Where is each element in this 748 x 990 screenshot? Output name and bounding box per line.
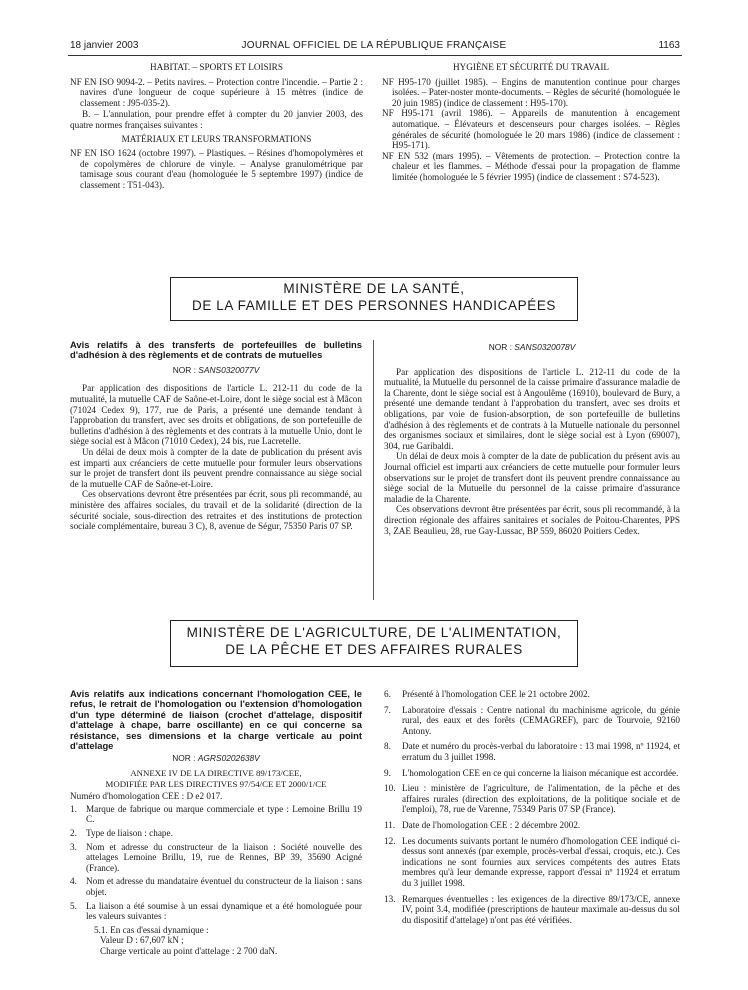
section-heading-hygiene: HYGIÈNE ET SÉCURITÉ DU TRAVAIL bbox=[452, 62, 609, 72]
list-item bbox=[70, 804, 362, 825]
item-number: 5. bbox=[70, 900, 77, 911]
norm-entry: NF H95-171 (avril 1986). – Appareils de manutention à encagement automatique. – Élévateurs et descenseurs pour charges isolées. – Règles générales de sécurité (homologuée le 20 mars 1986) (indice de classement : H95-171). bbox=[382, 108, 680, 151]
paragraph: Par application des dispositions de l'article L. 212-11 du code de la mutualité, la Mutuelle du personnel de la caisse primaire d'assurance maladie de la Charente, dont le siège social est à Angoulême (16910), boulevard de Bury, a présenté une demande tendant à l'approbation du transfert, avec ses droits et obligations, par voie de fusion-absorption, de son portefeuille de bulletins d'adhésion à des règlements et de contrats à la Mutuelle nationale du personnel des organismes sociaux et similaires, dont le siège social est à Lyon (69007), 304, rue Garibaldi. bbox=[384, 366, 680, 451]
item-number: 2. bbox=[70, 828, 77, 838]
journal-title: JOURNAL OFFICIEL DE LA RÉPUBLIQUE FRANÇAISE bbox=[241, 40, 507, 51]
item-text: Date de l'homologation CEE : 2 décembre 2002. bbox=[402, 819, 581, 830]
header-rule bbox=[68, 55, 682, 56]
agri-left-column bbox=[70, 689, 362, 957]
section-heading-materiaux: MATÉRIAUX ET LEURS TRANSFORMATIONS bbox=[121, 133, 312, 144]
list-item bbox=[70, 876, 362, 897]
ministry-box-line: DE LA FAMILLE ET DES PERSONNES HANDICAPÉES bbox=[191, 298, 557, 313]
paragraph: Un délai de deux mois à compter de la date de publication du présent avis est imparti aux créanciers de cette mutuelle pour formuler leurs observations sur le projet de transfert dont ils peuvent prendre connaissance au siège social de la mutuelle CAF de Saône-et-Loire. bbox=[70, 446, 362, 489]
item-text: Nom et adresse du constructeur de la liaison : Société nouvelle des attelages Lemoine Brillu, 19, rue de Rennes, BP 39, 35690 Acigné (France). bbox=[86, 841, 362, 873]
list-item bbox=[384, 705, 680, 737]
item-text: Lieu : ministère de l'agriculture, de l'alimentation, de la pêche et des affaires rurales (direction des exploitations, de la politique sociale et de l'emploi), 78, rue de Varenne, 75349 Paris 07 SP (France). bbox=[402, 783, 680, 815]
item-text: Présenté à l'homologation CEE le 21 octobre 2002. bbox=[402, 689, 590, 699]
nor-code: SANS0320077V bbox=[198, 364, 260, 375]
left-top-column bbox=[70, 62, 363, 191]
column-divider bbox=[373, 340, 374, 600]
page-number: 1163 bbox=[658, 40, 680, 51]
annexe-heading: MODIFIÉE PAR LES DIRECTIVES 97/54/CE ET 2000/1/CE bbox=[105, 778, 327, 789]
ministry-box-agriculture bbox=[170, 620, 578, 667]
list-item bbox=[384, 894, 680, 926]
item-number: 8. bbox=[384, 741, 391, 752]
paragraph: Par application des dispositions de l'article L. 212-11 du code de la mutualité, la mutuelle CAF de Saône-et-Loire, dont le siège social est à Mâcon (71024 Cedex 9), 177, rue de Paris, a présenté une demande tendant à l'approbation du transfert, avec ses droits et obligations, de son portefeuille de bulletins d'adhésion à des règlements et des contrats à la mutuelle Unio, dont le siège social est à Mâcon (71010 Cedex), 24 bis, rue Lacretelle. bbox=[70, 383, 362, 447]
list-item bbox=[384, 783, 680, 815]
paragraph-b: B. – L'annulation, pour prendre effet à compter du 20 janvier 2003, des quatre normes françaises suivantes : bbox=[70, 109, 363, 130]
ministry-box-line: MINISTÈRE DE L'AGRICULTURE, DE L'ALIMENTATION, bbox=[186, 625, 562, 640]
avis-title: Avis relatifs à des transferts de portefeuilles de bulletins d'adhésion à des règlements et de contrats de mutuelles bbox=[70, 339, 362, 361]
list-item bbox=[70, 842, 362, 874]
sante-right-column bbox=[384, 340, 680, 536]
norm-entry: NF EN ISO 1624 (octobre 1997). – Plastiques. – Résines d'homopolymères et de copolymères de chlorure de vinyle. – Analyse granulométrique par tamisage sous courant d'eau (homologuée le 5 septembre 1997) (indice de classement : T51-043). bbox=[70, 148, 363, 190]
item-text: L'homologation CEE en ce qui concerne la liaison mécanique est accordée. bbox=[402, 767, 679, 778]
homologation-number: Numéro d'homologation CEE : D e2 017. bbox=[70, 791, 223, 802]
nor-label: NOR : bbox=[172, 364, 196, 375]
item-number: 3. bbox=[70, 841, 77, 852]
paragraph: Ces observations devront être présentées par écrit, sous pli recommandé, à la direction régionale des affaires sanitaires et sociales de Poitou-Charentes, PPS 3, ZAE Beaulieu, 28, rue Gay-Lussac, BP 559, 86020 Poitiers Cedex. bbox=[384, 504, 680, 536]
sante-left-column bbox=[70, 340, 362, 532]
ministry-box-line: MINISTÈRE DE LA SANTÉ, bbox=[283, 281, 465, 296]
item-number: 6. bbox=[384, 689, 391, 699]
agri-right-column bbox=[384, 689, 680, 930]
paragraph: Ces observations devront être présentées par écrit, sous pli recommandé, au ministère des affaires sociales, du travail et de la solidarité (direction de la sécurité sociale, sous-direction des retraites et des institutions de protection sociale complémentaire, bureau 3 C), 8, avenue de Ségur, 75350 Paris 07 SP. bbox=[70, 489, 362, 532]
item-text: Marque de fabrique ou marque commerciale et type : Lemoine Brillu 19 C. bbox=[86, 803, 362, 825]
ministry-box-line: DE LA PÊCHE ET DES AFFAIRES RURALES bbox=[225, 642, 523, 657]
item-number: 13. bbox=[384, 893, 396, 904]
section-heading-habitat: HABITAT. – SPORTS ET LOISIRS bbox=[150, 62, 283, 72]
list-item bbox=[384, 689, 680, 700]
norm-entry: NF EN 532 (mars 1995). – Vêtements de protection. – Protection contre la chaleur et les flammes. – Méthode d'essai pour la propagation de flamme limitée (homologuée le 5 février 1995) (indice de classement : S74-523). bbox=[382, 150, 680, 182]
sub-item: Valeur D : 67,607 kN ; bbox=[100, 935, 184, 946]
paragraph: Un délai de deux mois à compter de la date de publication du présent avis au Journal officiel est imparti aux créanciers de cette mutuelle pour formuler leurs observations sur le projet de transfert dont ils peuvent prendre connaissance au siège social de la Mutuelle du personnel de la caisse primaire d'assurance maladie de la Charente. bbox=[384, 451, 680, 504]
item-number: 9. bbox=[384, 767, 391, 778]
sub-item: 5.1. En cas d'essai dynamique : bbox=[94, 924, 209, 935]
item-text: Remarques éventuelles : les exigences de la directive 89/173/CE, annexe IV, point 3.4, modifiée (prescriptions de hauteur maximale au-dessus du sol du dispositif d'attelage) n'ont pas été vérifiées. bbox=[402, 893, 680, 925]
item-text: Date et numéro du procès-verbal du laboratoire : 13 mai 1998, nº 11924, et erratum du 3 juillet 1998. bbox=[402, 741, 680, 762]
sub-item: Charge verticale au point d'attelage : 2 700 daN. bbox=[100, 945, 278, 956]
list-item bbox=[70, 828, 362, 839]
item-number: 11. bbox=[384, 819, 396, 830]
nor-reference bbox=[70, 365, 362, 376]
header-date: 18 janvier 2003 bbox=[70, 40, 139, 51]
nor-reference bbox=[70, 753, 362, 764]
right-top-column bbox=[382, 62, 680, 183]
item-number: 4. bbox=[70, 876, 77, 887]
nor-reference bbox=[384, 342, 680, 353]
norm-entry: NF H95-170 (juillet 1985). – Engins de manutention continue pour charges isolées. – Pater-noster monte-documents. – Règles de sécurité (homologuée le 20 juin 1985) (indice de classement : H95-170). bbox=[382, 76, 680, 108]
list-item bbox=[384, 836, 680, 889]
numbered-list bbox=[384, 689, 680, 925]
nor-label: NOR : bbox=[488, 342, 512, 352]
item-number: 10. bbox=[384, 783, 396, 794]
numbered-list bbox=[70, 804, 362, 922]
list-item bbox=[384, 768, 680, 779]
item-text: La liaison a été soumise à un essai dynamique et a été homologuée pour les valeurs suivantes : bbox=[86, 900, 362, 922]
nor-label: NOR : bbox=[172, 753, 196, 764]
list-item bbox=[384, 820, 680, 831]
item-text: Laboratoire d'essais : Centre national du machinisme agricole, du génie rural, des eaux et des forêts (CEMAGREF), parc de Tourvoie, 92160 Antony. bbox=[402, 704, 680, 736]
annexe-heading: ANNEXE IV DE LA DIRECTIVE 89/173/CEE, bbox=[130, 768, 302, 779]
item-number: 1. bbox=[70, 803, 77, 814]
norm-entry: NF EN ISO 9094-2. – Petits navires. – Protection contre l'incendie. – Partie 2 : navires d'une longueur de coque supérieure à 15 mètres (indice de classement : J95-035-2). bbox=[70, 76, 363, 108]
nor-code: AGRS0202638V bbox=[197, 753, 260, 764]
avis-title: Avis relatifs aux indications concernant l'homologation CEE, le refus, le retrait de l'homologation ou l'extension d'homologation d'un type déterminé de liaison (crochet d'attelage, dispositif d'attelage à chape, barre oscillante) en ce qui concerne sa résistance, ses dimensions et la charge verticale au point d'attelage bbox=[70, 688, 362, 752]
item-text: Type de liaison : chape. bbox=[86, 828, 173, 838]
item-text: Les documents suivants portant le numéro d'homologation CEE indiqué ci-dessus sont annexés (par exemple, procès-verbal d'essai, croquis, etc.). Ces indications ne sont fournies aux services compétents des autres Etats membres qu'à leur demande expresse, rapport d'essai nº 11924 et erratum du 3 juillet 1998. bbox=[402, 835, 680, 888]
item-number: 7. bbox=[384, 704, 391, 715]
list-item bbox=[384, 741, 680, 762]
item-text: Nom et adresse du mandataire éventuel du constructeur de la liaison : sans objet. bbox=[86, 876, 362, 897]
ministry-box-sante bbox=[170, 277, 578, 321]
list-item bbox=[70, 901, 362, 922]
item-number: 12. bbox=[384, 835, 396, 846]
nor-code: SANS0320078V bbox=[514, 342, 576, 352]
